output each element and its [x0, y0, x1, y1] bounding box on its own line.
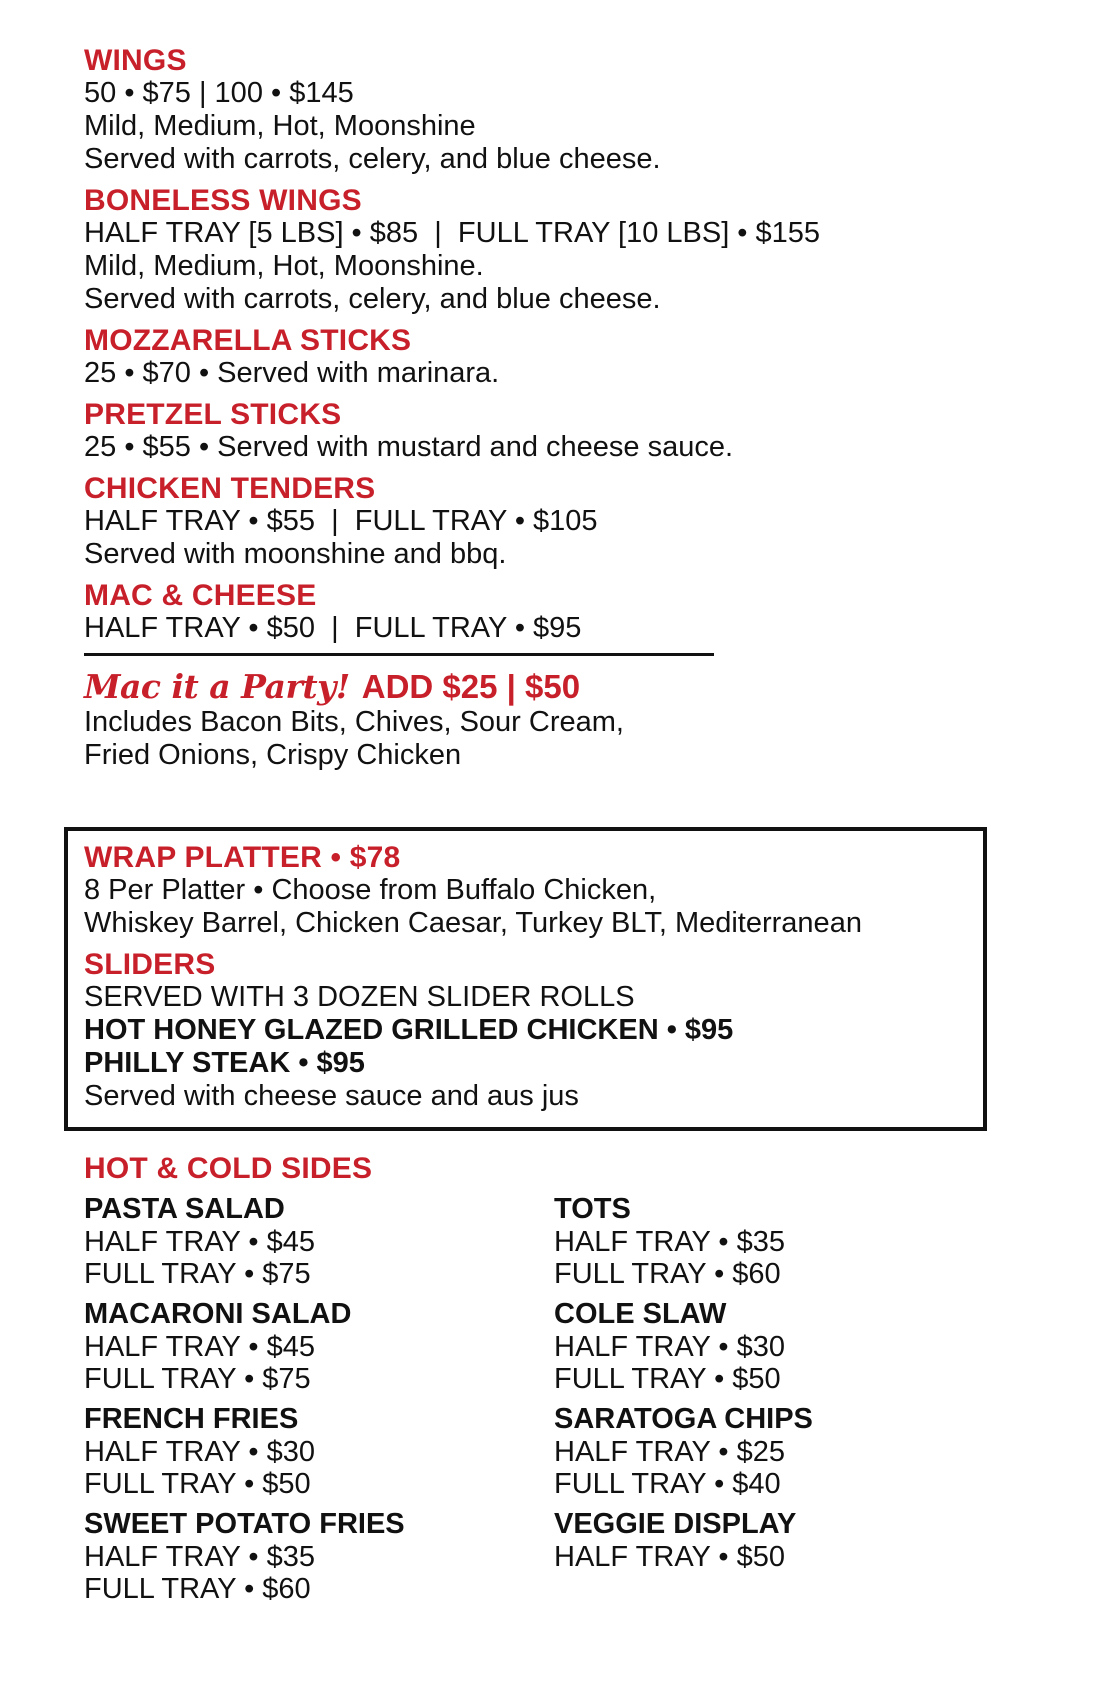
- featured-box-inner: [84, 841, 974, 1113]
- mac-party-script-title: Mac it a Party!: [84, 667, 350, 706]
- side-item-sweet-potato-fries: [84, 1508, 554, 1605]
- sides-columns: [84, 1193, 1024, 1613]
- item-line: HALF TRAY [5 LBS] • $85 | FULL TRAY [10 LBS] • $155: [84, 217, 821, 249]
- item-line: HALF TRAY • $55 | FULL TRAY • $105: [84, 505, 598, 537]
- sides-left-column: [84, 1193, 554, 1613]
- side-item-tots: [554, 1193, 1024, 1290]
- item-title: MAC & CHEESE: [84, 579, 317, 612]
- side-item-french-fries: [84, 1403, 554, 1500]
- menu-item-mozzarella-sticks: [84, 324, 1024, 390]
- item-line: 50 • $75 | 100 • $145: [84, 77, 354, 109]
- item-line: Includes Bacon Bits, Chives, Sour Cream,: [84, 706, 624, 738]
- item-line: 25 • $55 • Served with mustard and cheese sauce.: [84, 431, 734, 463]
- item-line: Served with moonshine and bbq.: [84, 538, 507, 570]
- item-line: Served with cheese sauce and aus jus: [84, 1080, 579, 1112]
- side-name: MACARONI SALAD: [84, 1298, 352, 1330]
- sides-right-column: [554, 1193, 1024, 1613]
- side-item-saratoga-chips: [554, 1403, 1024, 1500]
- item-line: HALF TRAY • $50 | FULL TRAY • $95: [84, 612, 582, 644]
- side-price: FULL TRAY • $50: [84, 1468, 311, 1500]
- menu-item-sliders: [84, 948, 974, 1113]
- item-title: BONELESS WINGS: [84, 184, 362, 217]
- side-name: SARATOGA CHIPS: [554, 1403, 813, 1435]
- item-title: MOZZARELLA STICKS: [84, 324, 412, 357]
- item-line: 25 • $70 • Served with marinara.: [84, 357, 500, 389]
- side-item-macaroni-salad: [84, 1298, 554, 1395]
- side-price: FULL TRAY • $50: [554, 1363, 781, 1395]
- menu-item-boneless-wings: [84, 184, 1024, 316]
- side-name: PASTA SALAD: [84, 1193, 285, 1225]
- item-title: CHICKEN TENDERS: [84, 472, 376, 505]
- side-price: HALF TRAY • $50: [554, 1541, 785, 1573]
- side-price: FULL TRAY • $60: [84, 1573, 311, 1605]
- item-line: Mild, Medium, Hot, Moonshine.: [84, 250, 484, 282]
- side-price: HALF TRAY • $35: [554, 1226, 785, 1258]
- item-title: WINGS: [84, 44, 187, 77]
- item-title: PRETZEL STICKS: [84, 398, 342, 431]
- side-price: HALF TRAY • $45: [84, 1331, 315, 1363]
- side-price: FULL TRAY • $40: [554, 1468, 781, 1500]
- sides-title: HOT & COLD SIDES: [84, 1152, 373, 1185]
- menu-item-wrap-platter: [84, 841, 974, 940]
- side-price: HALF TRAY • $25: [554, 1436, 785, 1468]
- side-price: HALF TRAY • $30: [84, 1436, 315, 1468]
- menu-item-chicken-tenders: [84, 472, 1024, 571]
- side-price: HALF TRAY • $30: [554, 1331, 785, 1363]
- item-line: Whiskey Barrel, Chicken Caesar, Turkey BLT, Mediterranean: [84, 907, 862, 939]
- menu-item-mac-and-cheese: [84, 579, 1024, 645]
- side-item-cole-slaw: [554, 1298, 1024, 1395]
- item-subtitle: SERVED WITH 3 DOZEN SLIDER ROLLS: [84, 981, 635, 1013]
- menu-item-mac-party: [84, 668, 1024, 772]
- side-item-pasta-salad: [84, 1193, 554, 1290]
- side-price: FULL TRAY • $60: [554, 1258, 781, 1290]
- side-name: COLE SLAW: [554, 1298, 727, 1330]
- item-line: Mild, Medium, Hot, Moonshine: [84, 110, 476, 142]
- item-title: SLIDERS: [84, 948, 216, 981]
- sides-section: [84, 1152, 1024, 1613]
- side-price: HALF TRAY • $45: [84, 1226, 315, 1258]
- side-price: HALF TRAY • $35: [84, 1541, 315, 1573]
- item-line: 8 Per Platter • Choose from Buffalo Chicken,: [84, 874, 657, 906]
- side-price: FULL TRAY • $75: [84, 1258, 311, 1290]
- featured-box: [64, 827, 987, 1131]
- side-name: FRENCH FRIES: [84, 1403, 299, 1435]
- side-price: FULL TRAY • $75: [84, 1363, 311, 1395]
- divider-rule: [84, 653, 714, 656]
- slider-option: HOT HONEY GLAZED GRILLED CHICKEN • $95: [84, 1014, 734, 1046]
- mac-party-heading: [84, 668, 1024, 706]
- side-name: SWEET POTATO FRIES: [84, 1508, 405, 1540]
- side-name: VEGGIE DISPLAY: [554, 1508, 797, 1540]
- item-line: Fried Onions, Crispy Chicken: [84, 739, 462, 771]
- item-title: WRAP PLATTER • $78: [84, 841, 401, 874]
- side-item-veggie-display: [554, 1508, 1024, 1573]
- mac-party-add-price: ADD $25 | $50: [361, 668, 581, 705]
- item-line: Served with carrots, celery, and blue cheese.: [84, 283, 661, 315]
- menu-item-pretzel-sticks: [84, 398, 1024, 464]
- menu-item-wings: [84, 44, 1024, 176]
- slider-option: PHILLY STEAK • $95: [84, 1047, 365, 1079]
- item-line: Served with carrots, celery, and blue cheese.: [84, 143, 661, 175]
- menu-top-section: [84, 44, 1024, 772]
- side-name: TOTS: [554, 1193, 631, 1225]
